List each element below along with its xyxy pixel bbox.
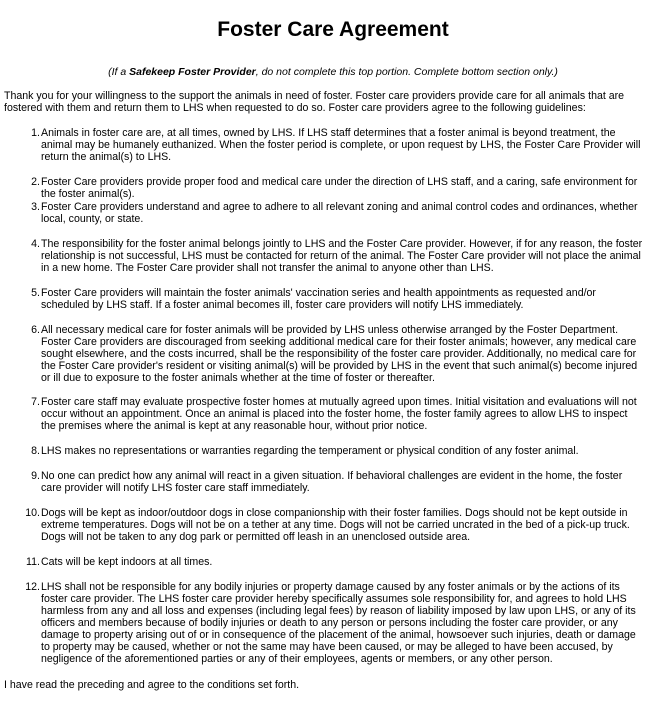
guideline-number: 9.	[31, 470, 40, 482]
safekeep-note	[0, 66, 666, 78]
guideline-item	[24, 238, 644, 274]
guideline-number: 6.	[31, 324, 40, 336]
guideline-text: Cats will be kept indoors at all times.	[41, 556, 213, 568]
guideline-item	[24, 127, 644, 163]
guideline-item	[24, 287, 644, 311]
guideline-number: 2.	[31, 176, 40, 188]
guideline-item	[24, 201, 644, 225]
guideline-text: All necessary medical care for foster animals will be provided by LHS unless otherwise arranged by the Foster Department. Foster Care providers are discouraged from seeking additional medical care for their foster animals; however, any medical care sought elsewhere, and the costs incurred, shall be the responsibility of the foster care provider. Additionally, no medical care for the Foster Care provider's resident or visiting animal(s) will be provided by LHS in the event that such animal(s) become injured or ill due to exposure to the foster animals whether at the time of foster or thereafter.	[41, 324, 638, 384]
note-bold: Safekeep Foster Provider	[129, 66, 256, 78]
guideline-item	[24, 324, 644, 384]
guideline-text: No one can predict how any animal will react in a given situation. If behavioral challenges are evident in the home, the foster care provider will notify LHS foster care staff immediately.	[41, 470, 623, 494]
closing-statement: I have read the preceding and agree to the conditions set forth.	[4, 679, 300, 691]
guideline-item	[24, 470, 644, 494]
guideline-number: 11.	[26, 556, 40, 568]
guideline-number: 10.	[25, 507, 40, 519]
guideline-text: Foster care staff may evaluate prospective foster homes at mutually agreed upon times. Initial visitation and evaluations will not occur without an appointment. Once an animal is placed into the foster home, the foster family agrees to allow LHS to inspect the premises where the animal is kept at any reasonable hour, without prior notice.	[41, 396, 637, 432]
guideline-text: Foster Care providers provide proper food and medical care under the direction of LHS staff, and a caring, safe environment for the foster animal(s).	[41, 176, 638, 200]
guideline-number: 7.	[31, 396, 40, 408]
guideline-text: Foster Care providers will maintain the foster animals' vaccination series and health appointments as requested and/or scheduled by LHS staff. If a foster animal becomes ill, foster care providers will notify LHS immediately.	[41, 287, 596, 311]
guideline-item	[24, 507, 644, 543]
guideline-number: 5.	[31, 287, 40, 299]
guideline-text: Foster Care providers understand and agree to adhere to all relevant zoning and animal control codes and ordinances, whether local, county, or state.	[41, 201, 638, 225]
guideline-number: 4.	[31, 238, 40, 250]
guideline-text: The responsibility for the foster animal belongs jointly to LHS and the Foster Care provider. However, if for any reason, the foster relationship is not successful, LHS must be contacted for return of the animal. The Foster Care provider will not place the animal in a new home. The Foster Care provider shall not transfer the animal to anyone other than LHS.	[41, 238, 643, 274]
guideline-item	[24, 396, 644, 432]
intro-paragraph: Thank you for your willingness to the support the animals in need of foster. Foster care providers provide care for all animals that are fostered with them and return them to LHS when requested to do so. Foster care providers agree to the following guidelines:	[4, 90, 625, 114]
guideline-item	[24, 581, 644, 665]
guideline-number: 12.	[25, 581, 40, 593]
guideline-text: Animals in foster care are, at all times, owned by LHS. If LHS staff determines that a foster animal is beyond treatment, the animal may be humanely euthanized. When the foster period is complete, or upon request by LHS, the Foster Care Provider will return the animal(s) to LHS.	[41, 127, 641, 163]
guideline-item	[24, 176, 644, 200]
document-title: Foster Care Agreement	[217, 18, 449, 41]
guideline-number: 8.	[31, 445, 40, 457]
guideline-number: 1.	[31, 127, 40, 139]
note-suffix: , do not complete this top portion. Complete bottom section only.)	[255, 66, 558, 78]
guideline-text: LHS makes no representations or warranties regarding the temperament or physical condition of any foster animal.	[41, 445, 579, 457]
guideline-item	[24, 445, 644, 457]
guideline-text: LHS shall not be responsible for any bodily injuries or property damage caused by any foster animals or by the actions of its foster care provider. The LHS foster care provider hereby specifically assumes sole responsibility for, and agrees to hold LHS harmless from any and all loss and expenses (including legal fees) by reason of liability imposed by law upon LHS, or any of its officers and members because of bodily injuries or death to any person or persons including the foster care provider, or any damage to property arising out of or in consequence of the placement of the animal, howsoever such injuries, death or damage to property may be caused, whether or not the same may have been caused, or may be alleged to have been accused, by negligence of the aforementioned parties or any of their employees, agents or members, or any other person.	[41, 581, 636, 665]
guideline-item	[24, 556, 644, 568]
guideline-text: Dogs will be kept as indoor/outdoor dogs in close companionship with their foster families. Dogs should not be kept outside in extreme temperatures. Dogs will not be on a tether at any time. Dogs will not be carried uncrated in the bed of a pick-up truck. Dogs will not be taken to any dog park or permitted off leash in an unenclosed outside area.	[41, 507, 630, 543]
note-prefix: (If a	[108, 66, 130, 78]
guideline-number: 3.	[31, 201, 40, 213]
